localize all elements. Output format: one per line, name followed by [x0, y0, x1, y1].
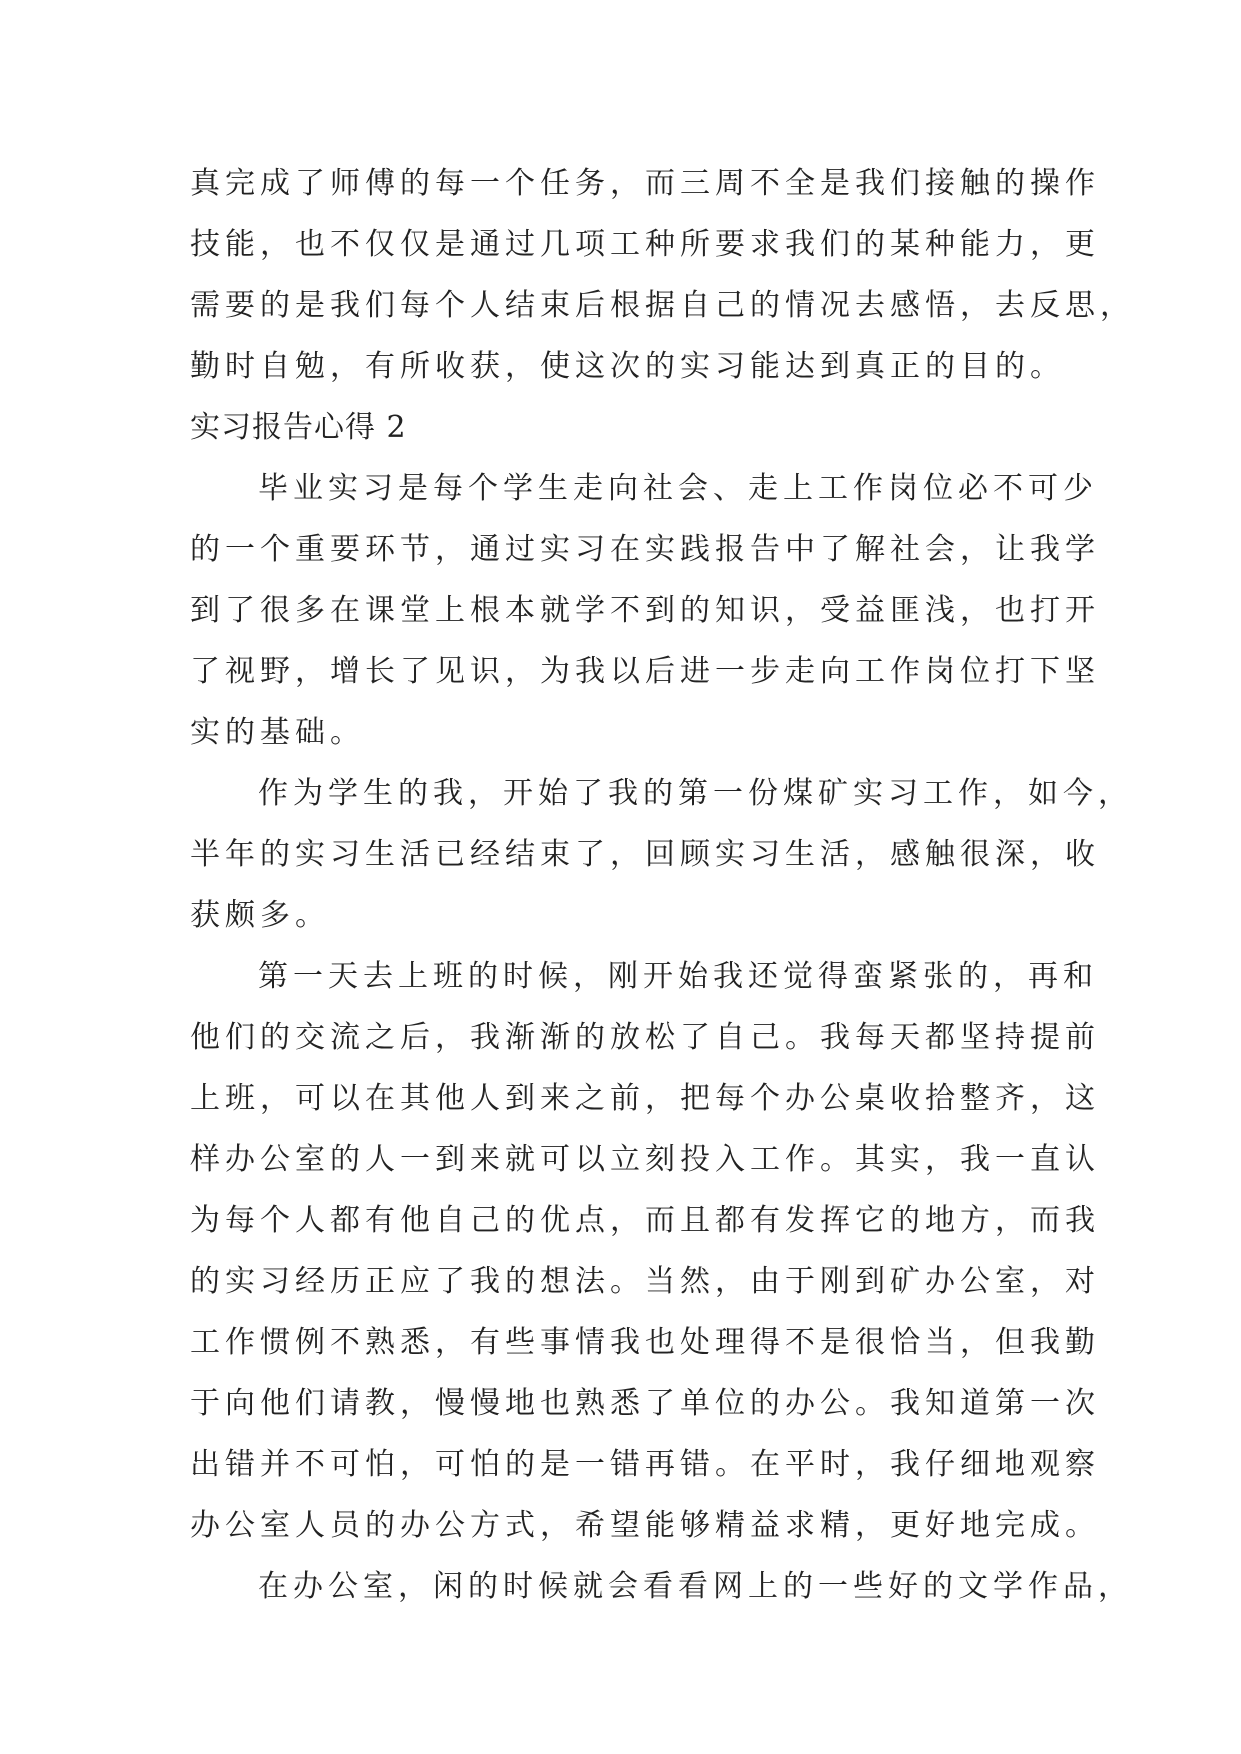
text-line: 半年的实习生活已经结束了，回顾实习生活，感触很深，收: [190, 837, 1100, 872]
text-line: 实的基础。: [190, 715, 365, 750]
text-line: 第一天去上班的时候，刚开始我还觉得蛮紧张的，再和: [258, 959, 1098, 994]
text-line: 真完成了师傅的每一个任务，而三周不全是我们接触的操作: [190, 166, 1100, 201]
text-line: 的一个重要环节，通过实习在实践报告中了解社会，让我学: [190, 532, 1100, 567]
text-line: 在办公室，闲的时候就会看看网上的一些好的文学作品，: [258, 1569, 1133, 1604]
text-line: 样办公室的人一到来就可以立刻投入工作。其实，我一直认: [190, 1142, 1100, 1177]
paragraph-first-job: [190, 772, 1133, 955]
paragraph-internship-importance: [190, 467, 1100, 772]
text-line: 工作惯例不熟悉，有些事情我也处理得不是很恰当，但我勤: [190, 1325, 1100, 1360]
text-line: 上班，可以在其他人到来之前，把每个办公桌收拾整齐，这: [190, 1081, 1100, 1116]
document-body: [190, 162, 1135, 1626]
text-line: 出错并不可怕，可怕的是一错再错。在平时，我仔细地观察: [190, 1447, 1100, 1482]
text-line: 了视野，增长了见识，为我以后进一步走向工作岗位打下坚: [190, 654, 1100, 689]
text-line: 勤时自勉，有所收获，使这次的实习能达到真正的目的。: [190, 349, 1065, 384]
intro-paragraph: [190, 162, 1135, 406]
text-line: 作为学生的我，开始了我的第一份煤矿实习工作，如今，: [258, 776, 1133, 811]
text-line: 技能，也不仅仅是通过几项工种所要求我们的某种能力，更: [190, 227, 1100, 262]
text-line: 需要的是我们每个人结束后根据自己的情况去感悟，去反思，: [190, 288, 1135, 323]
section-heading: 实习报告心得 2: [190, 410, 407, 445]
text-line: 获颇多。: [190, 898, 330, 933]
text-line: 办公室人员的办公方式，希望能够精益求精，更好地完成。: [190, 1508, 1100, 1543]
paragraph-first-day: [190, 955, 1100, 1565]
text-line: 他们的交流之后，我渐渐的放松了自己。我每天都坚持提前: [190, 1020, 1100, 1055]
paragraph-office-leisure: [190, 1565, 1133, 1626]
text-line: 毕业实习是每个学生走向社会、走上工作岗位必不可少: [258, 471, 1098, 506]
text-line: 到了很多在课堂上根本就学不到的知识，受益匪浅，也打开: [190, 593, 1100, 628]
text-line: 的实习经历正应了我的想法。当然，由于刚到矿办公室，对: [190, 1264, 1100, 1299]
text-line: 于向他们请教，慢慢地也熟悉了单位的办公。我知道第一次: [190, 1386, 1100, 1421]
text-line: 为每个人都有他自己的优点，而且都有发挥它的地方，而我: [190, 1203, 1100, 1238]
